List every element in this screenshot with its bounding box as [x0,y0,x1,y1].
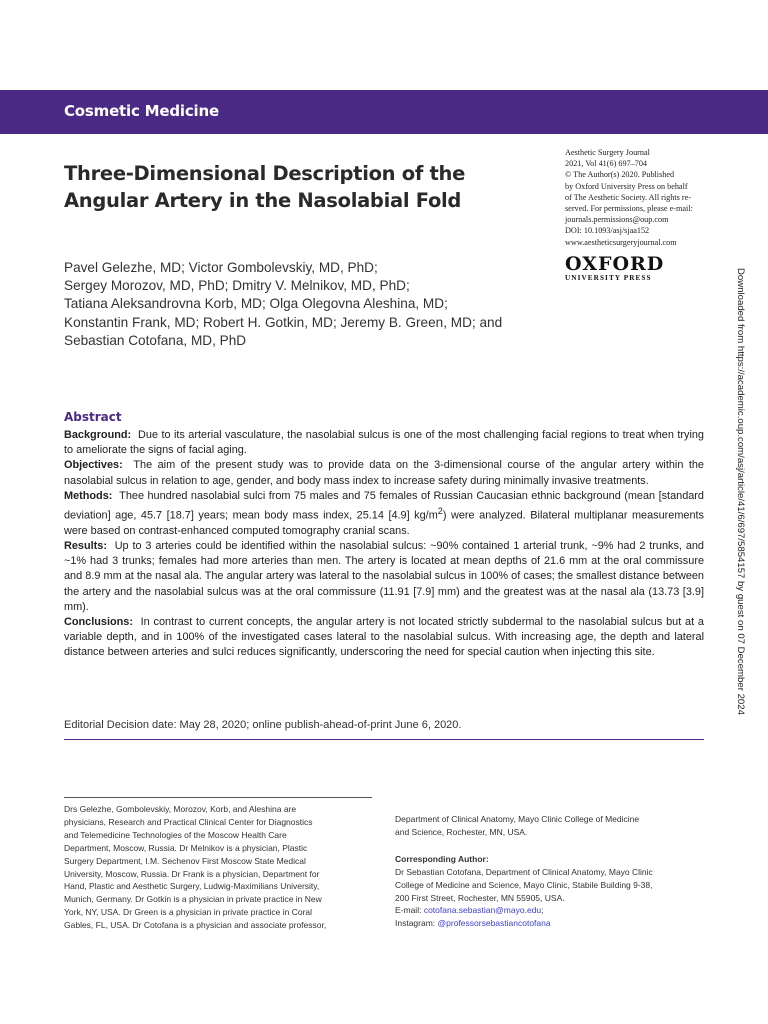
dept-line: Department of Clinical Anatomy, Mayo Clinic College of Medicine [395,814,640,824]
conclusions-label: Conclusions: [64,616,133,629]
meta-line: journals.permissions@oup.com [565,215,669,225]
journal-meta [565,147,705,248]
author-line: Sergey Morozov, MD, PhD; Dmitry V. Melnikov, MD, PhD; [64,278,410,294]
abstract-heading: Abstract [64,410,122,424]
author-affiliations [64,803,379,932]
oup-logo [565,254,675,283]
results-text: Up to 3 arteries could be identified within the nasolabial sulcus: ~90% contained 1 arterial trunk, ~9% had 2 trunks, and ~1% had 3 trunks; females had more arteries than men. The artery is located at mean depths of 21.6 mm at the oral commissure and 8.9 mm at the nasal ala. The angular artery was lateral to the nasolabial sulcus in 100% of cases; the smallest distance between the artery and the nasolabial sulcus was at the oral commissure (11.91 [7.9] mm) and the greatest was at the nasal ala (13.73 [3.9] mm). [64,540,704,613]
meta-line: DOI: 10.1093/asj/sjaa152 [565,226,650,236]
author-line: Pavel Gelezhe, MD; Victor Gombolevskiy, MD, PhD; [64,260,378,275]
email-suffix: ; [541,905,544,916]
oup-logo-main: OXFORD [565,253,665,275]
affiliation-line: Hand, Plastic and Aesthetic Surgery, Ludwig-Maximilians University, [64,881,320,892]
affiliation-line: Department, Moscow, Russia. Dr Melnikov is a physician, Plastic [64,842,308,853]
email-label: E-mail: [395,905,424,916]
methods-text-cont: ) were analyzed. Bilateral multiplanar measurements were based on contrast-enhanced computed tomography cranial scans. [64,509,705,537]
oup-logo-sub: UNIVERSITY PRESS [565,274,652,282]
objectives-text: The aim of the present study was to provide data on the 3-dimensional course of the angular artery within the nasolabial sulcus in relation to age, gender, and body mass index to increase safety during minimally invasive treatments. [64,459,704,487]
conclusions-text: In contrast to current concepts, the angular artery is not located strictly subdermal to the nasolabial sulcus but at a variable depth, and in 100% of the investigated cases lateral to the nasolabial sulcus. With increasing age, the depth and lateral distance between arteries and sulci reduces significantly, underscoring the need for special caution when injecting this site. [64,616,704,659]
instagram-link[interactable]: @professorsebastiancotofana [437,918,551,929]
methods-text: Thee hundred nasolabial sulci from 75 males and 75 females of Russian Caucasian ethnic background (mean [standard deviation] age, 45.7 [18.7] years; mean body mass index, 25.14 [4.9] kg/m [64,489,704,522]
meta-line: www.aestheticsurgeryjournal.com [565,237,677,247]
affiliation-line: University, Moscow, Russia. Dr Frank is a physician, Department for [64,868,320,879]
section-divider [64,739,704,740]
abstract-results [64,539,704,615]
author-line: Tatiana Aleksandrovna Korb, MD; Olga Olegovna Aleshina, MD; [64,296,448,312]
corresponding-heading: Corresponding Author: [395,853,489,864]
editorial-dates: Editorial Decision date: May 28, 2020; online publish-ahead-of-print June 6, 2020. [64,719,462,731]
affiliation-line: and Telemedicine Technologies of the Moscow Health Care [64,829,287,840]
background-label: Background: [64,429,132,441]
affiliation-line: physicians, Research and Practical Clinical Center for Diagnostics [64,816,313,827]
meta-line: by Oxford University Press on behalf [565,181,688,191]
abstract-background [64,428,704,458]
abstract-conclusions [64,615,704,661]
download-sidebar [732,268,752,768]
meta-line: 2021, Vol 41(6) 697–704 [565,159,648,169]
footnote-divider [64,797,372,798]
background-text: Due to its arterial vasculature, the nasolabial sulcus is one of the most challenging facial regions to treat when trying to ameliorate the signs of facial aging. [64,429,704,457]
corresponding-line: Dr Sebastian Cotofana, Department of Clinical Anatomy, Mayo Clinic [395,866,653,877]
instagram-label: Instagram: [395,918,438,929]
section-band [0,90,768,134]
affiliation-line: York, NY, USA. Dr Green is a physician in private practice in Coral [64,907,313,918]
email-row [395,904,715,917]
dept-line: and Science, Rochester, MN, USA. [395,826,528,837]
affiliation-line: Munich, Germany. Dr Gotkin is a physician in private practice in New [64,894,322,905]
instagram-row [395,917,715,930]
abstract-body [64,428,704,661]
abstract-objectives [64,458,704,488]
objectives-label: Objectives: [64,459,123,472]
meta-line: Aesthetic Surgery Journal [565,148,650,157]
section-label: Cosmetic Medicine [64,102,219,120]
meta-line: of The Aesthetic Society. All rights re- [565,192,691,202]
author-list [64,259,564,350]
author-line: Konstantin Frank, MD; Robert H. Gotkin, MD; Jeremy B. Green, MD; and [64,314,503,330]
author-line: Sebastian Cotofana, MD, PhD [64,332,247,348]
affiliation-line: Drs Gelezhe, Gombolevskiy, Morozov, Korb, and Aleshina are [64,804,297,814]
affiliation-line: Gables, FL, USA. Dr Cotofana is a physician and associate professor, [64,920,327,931]
affiliation-line: Surgery Department, I.M. Sechenov First Moscow State Medical [64,855,306,866]
meta-line: served. For permissions, please e-mail: [565,204,693,214]
methods-label: Methods: [64,489,113,502]
results-label: Results: [64,540,107,553]
methods-superscript: 2 [437,506,443,517]
corresponding-line: 200 First Street, Rochester, MN 55905, USA. [395,892,565,903]
article-title: Three-Dimensional Description of the Angular Artery in the Nasolabial Fold [64,162,466,212]
email-link[interactable]: cotofana.sebastian@mayo.edu [423,905,542,916]
abstract-methods [64,489,704,539]
corresponding-info [395,813,715,930]
meta-line: © The Author(s) 2020. Published [565,170,675,180]
corresponding-line: College of Medicine and Science, Mayo Clinic, Stabile Building 9-38, [395,879,653,890]
download-note[interactable]: Downloaded from https://academic.oup.com/asj/article/41/6/697/5854157 by guest on 07 December 2024 [735,268,746,715]
